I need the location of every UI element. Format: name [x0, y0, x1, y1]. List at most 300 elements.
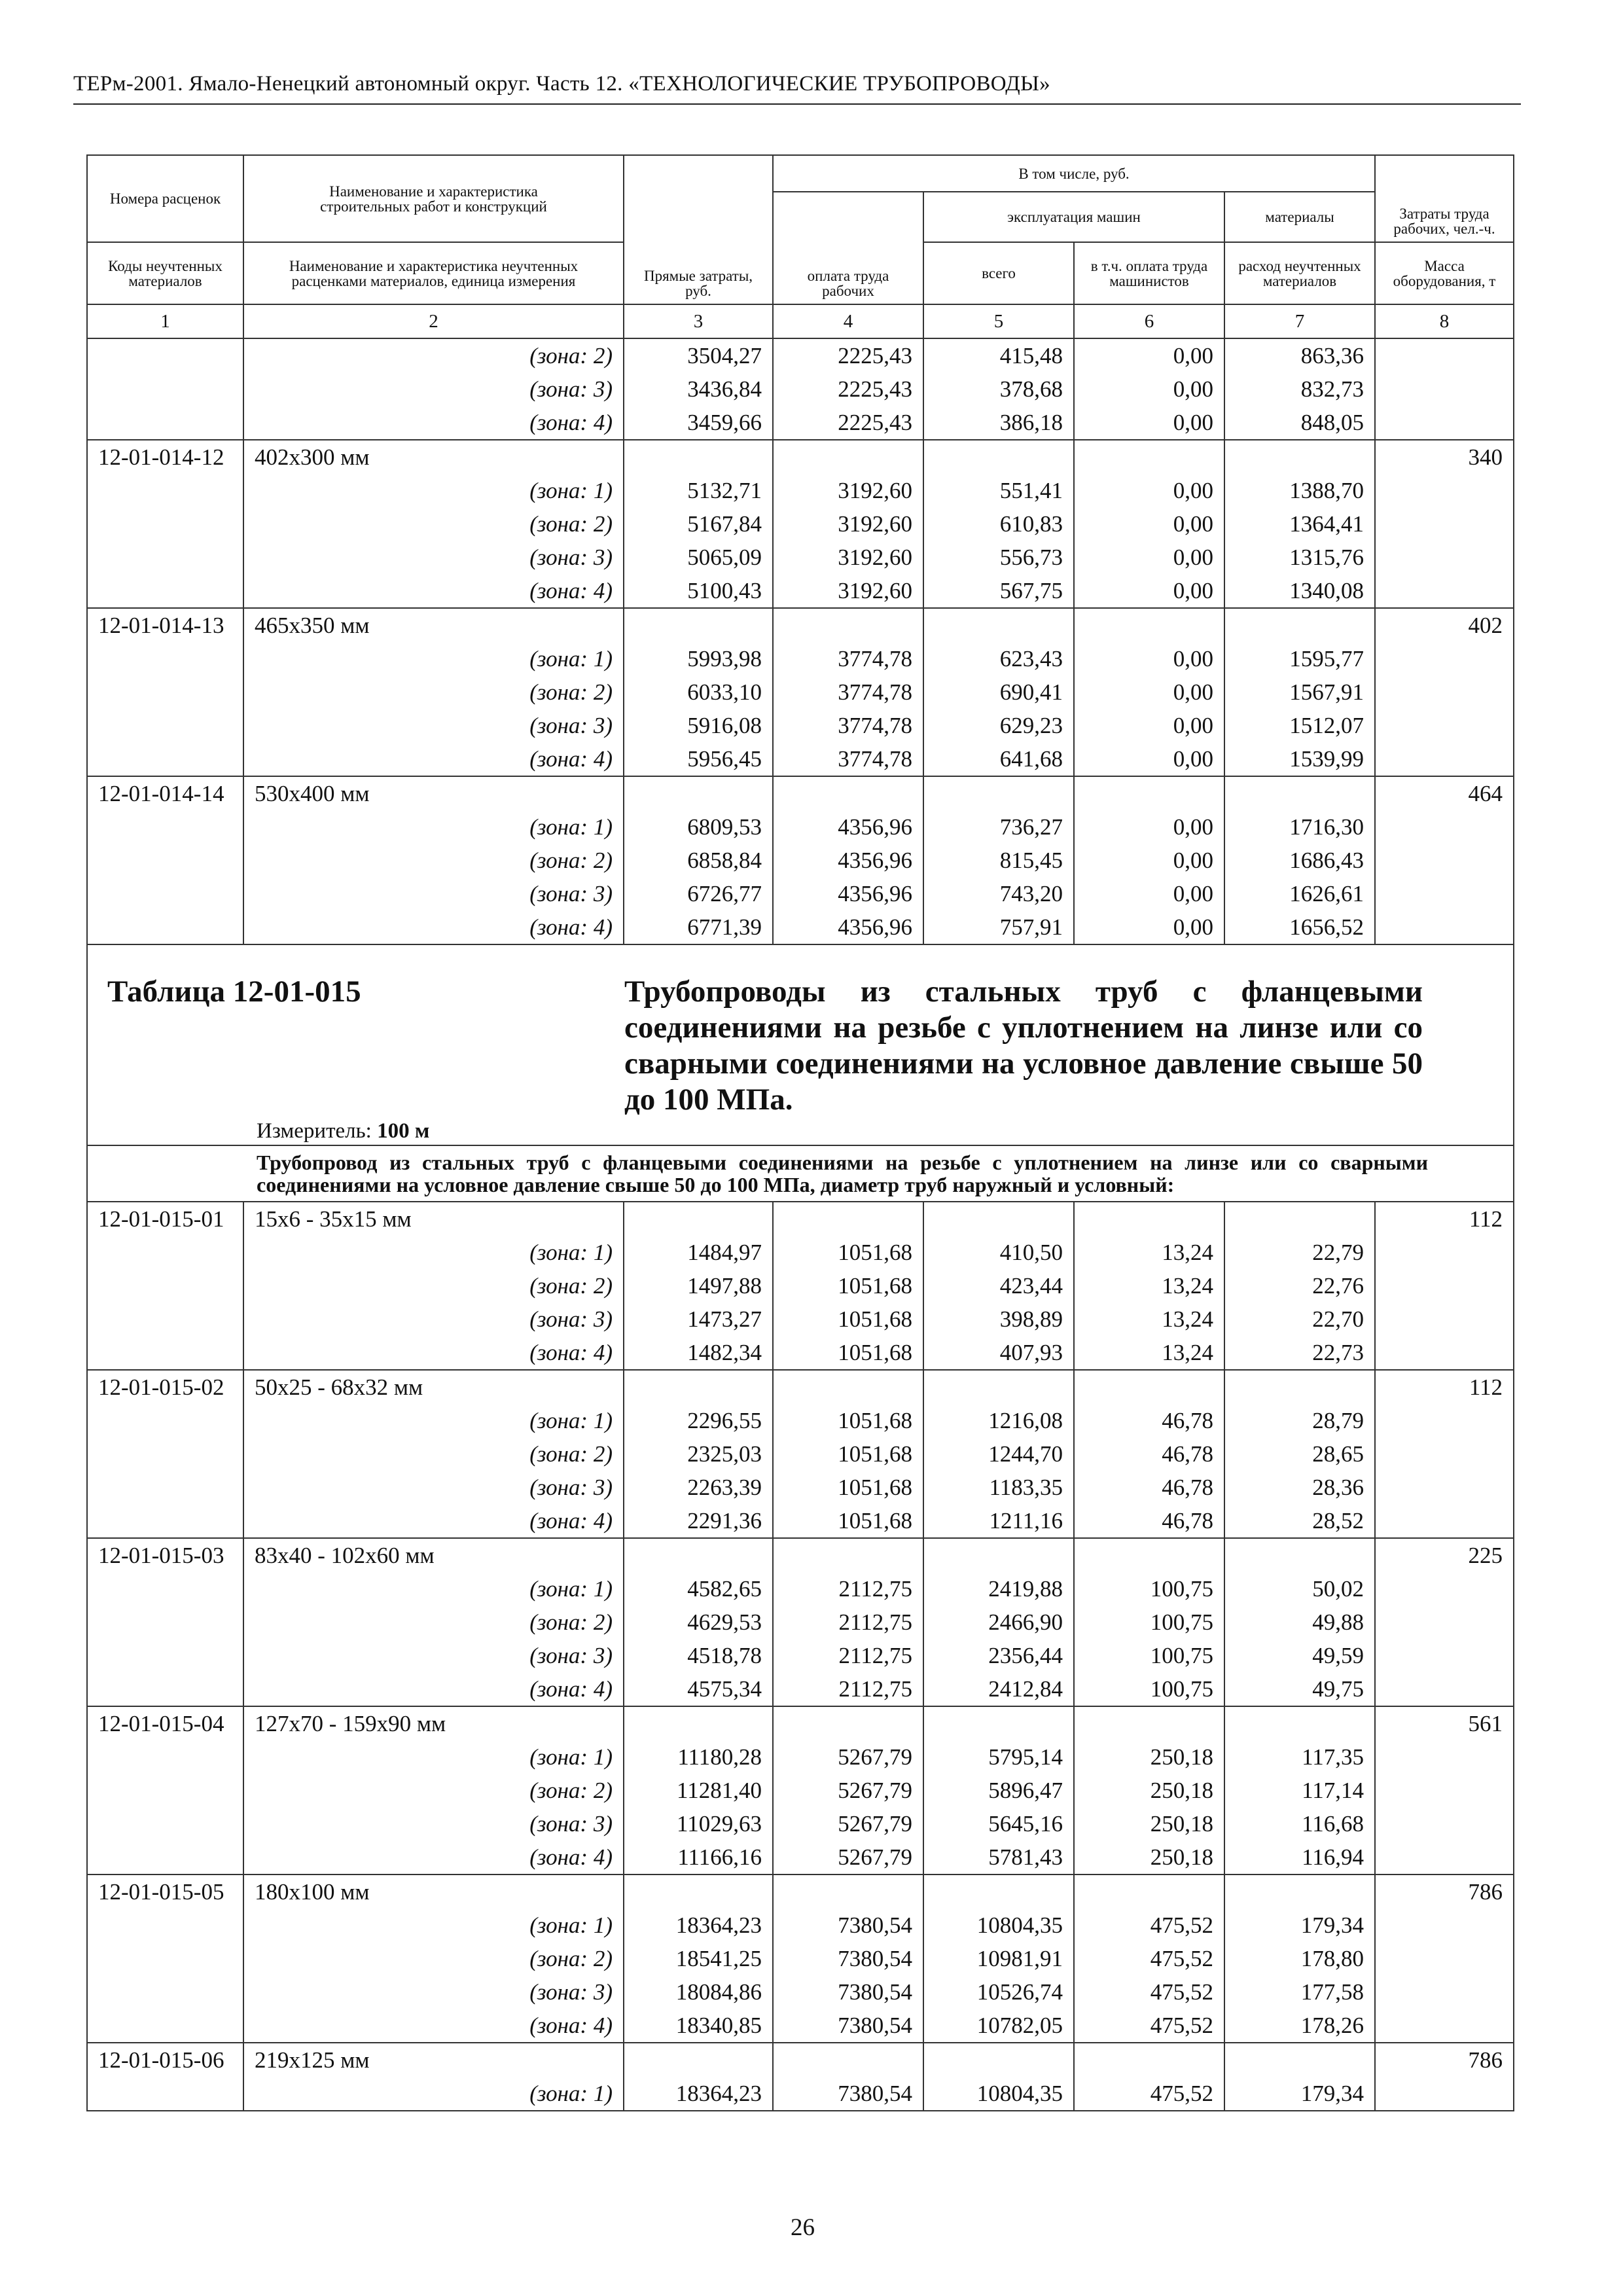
machine-cost: 10526,74 — [923, 1975, 1074, 2009]
empty-cell — [1375, 1774, 1514, 1807]
pipe-size: 83х40 - 102х60 мм — [243, 1538, 624, 1572]
rate-code: 12-01-014-12 — [87, 440, 243, 474]
price-table — [86, 154, 1514, 2111]
col8-subheader: Масса оборудования, т — [1375, 242, 1514, 304]
zone-row — [87, 1437, 1514, 1471]
empty-cell — [87, 2077, 243, 2111]
col-number: 5 — [923, 304, 1074, 338]
direct-cost: 11180,28 — [624, 1740, 773, 1774]
machinist-pay: 475,52 — [1074, 1942, 1224, 1975]
empty-cell — [87, 910, 243, 944]
empty-cell — [1375, 1807, 1514, 1840]
materials-cost: 179,34 — [1224, 1909, 1375, 1942]
pipe-size: 465х350 мм — [243, 608, 624, 642]
zone-label: (зона: 3) — [243, 1471, 624, 1504]
col-number: 6 — [1074, 304, 1224, 338]
zone-label: (зона: 1) — [243, 1236, 624, 1269]
empty-cell — [773, 608, 923, 642]
machine-cost: 5645,16 — [923, 1807, 1074, 1840]
worker-pay: 2112,75 — [773, 1672, 923, 1706]
empty-cell — [923, 776, 1074, 810]
empty-cell — [87, 1807, 243, 1840]
zone-row — [87, 507, 1514, 541]
zone-label: (зона: 2) — [243, 1774, 624, 1807]
empty-cell — [1375, 338, 1514, 372]
empty-cell — [923, 1538, 1074, 1572]
zone-label: (зона: 2) — [243, 1605, 624, 1639]
machine-cost: 610,83 — [923, 507, 1074, 541]
empty-cell — [87, 844, 243, 877]
empty-cell — [923, 1706, 1074, 1740]
machine-cost: 757,91 — [923, 910, 1074, 944]
labor-cost: 340 — [1375, 440, 1514, 474]
empty-cell — [773, 1538, 923, 1572]
materials-cost: 50,02 — [1224, 1572, 1375, 1605]
col4-header: оплата труда рабочих — [773, 192, 923, 304]
zone-row — [87, 877, 1514, 910]
empty-cell — [923, 608, 1074, 642]
empty-cell — [923, 2043, 1074, 2077]
empty-cell — [923, 1874, 1074, 1909]
including-header: В том числе, руб. — [773, 155, 1375, 192]
empty-cell — [87, 1740, 243, 1774]
machinist-pay: 0,00 — [1074, 474, 1224, 507]
empty-cell — [773, 776, 923, 810]
machinist-pay: 0,00 — [1074, 574, 1224, 608]
worker-pay: 3192,60 — [773, 474, 923, 507]
empty-cell — [773, 1874, 923, 1909]
worker-pay: 2112,75 — [773, 1605, 923, 1639]
zone-row — [87, 2009, 1514, 2043]
machines-header: эксплуатация машин — [923, 192, 1224, 242]
col-number: 7 — [1224, 304, 1375, 338]
empty-cell — [1375, 507, 1514, 541]
empty-cell — [1375, 541, 1514, 574]
empty-cell — [87, 406, 243, 440]
zone-label: (зона: 4) — [243, 910, 624, 944]
machine-cost: 378,68 — [923, 372, 1074, 406]
direct-cost: 4575,34 — [624, 1672, 773, 1706]
rate-code-row — [87, 776, 1514, 810]
machine-cost: 415,48 — [923, 338, 1074, 372]
materials-cost: 49,59 — [1224, 1639, 1375, 1672]
direct-cost: 6858,84 — [624, 844, 773, 877]
direct-cost: 5167,84 — [624, 507, 773, 541]
machine-cost: 10804,35 — [923, 2077, 1074, 2111]
rate-code: 12-01-015-06 — [87, 2043, 243, 2077]
machine-cost: 1183,35 — [923, 1471, 1074, 1504]
materials-cost: 1340,08 — [1224, 574, 1375, 608]
worker-pay: 2112,75 — [773, 1639, 923, 1672]
zone-row — [87, 1942, 1514, 1975]
machine-cost: 407,93 — [923, 1336, 1074, 1370]
materials-header: материалы — [1224, 192, 1375, 242]
machinist-pay: 475,52 — [1074, 1975, 1224, 2009]
empty-cell — [87, 1437, 243, 1471]
col-number: 4 — [773, 304, 923, 338]
machine-cost: 2356,44 — [923, 1639, 1074, 1672]
direct-cost: 18364,23 — [624, 2077, 773, 2111]
col7-header: расход неучтенных материалов — [1224, 242, 1375, 304]
empty-cell — [87, 810, 243, 844]
empty-cell — [1375, 844, 1514, 877]
machinist-pay: 13,24 — [1074, 1336, 1224, 1370]
direct-cost: 6726,77 — [624, 877, 773, 910]
zone-label: (зона: 1) — [243, 474, 624, 507]
empty-cell — [624, 1538, 773, 1572]
materials-cost: 28,52 — [1224, 1504, 1375, 1538]
direct-cost: 3436,84 — [624, 372, 773, 406]
empty-cell — [1224, 1706, 1375, 1740]
worker-pay: 7380,54 — [773, 2077, 923, 2111]
table-body-top — [87, 338, 1514, 944]
empty-cell — [87, 1840, 243, 1874]
zone-row — [87, 1404, 1514, 1437]
empty-cell — [1074, 1538, 1224, 1572]
materials-cost: 848,05 — [1224, 406, 1375, 440]
zone-label: (зона: 4) — [243, 1840, 624, 1874]
page-number: 26 — [791, 2214, 815, 2241]
machinist-pay: 46,78 — [1074, 1437, 1224, 1471]
zone-row — [87, 1605, 1514, 1639]
empty-cell — [87, 1572, 243, 1605]
direct-cost: 11029,63 — [624, 1807, 773, 1840]
empty-cell — [87, 1672, 243, 1706]
zone-row — [87, 474, 1514, 507]
table-title: Трубопроводы из стальных труб с фланцевыми соединениями на резьбе с уплотнением на линзе или со сварными соединениями на условное давление свыше 50 до 100 МПа. — [624, 975, 1423, 1117]
empty-cell — [87, 1909, 243, 1942]
machine-cost: 623,43 — [923, 642, 1074, 675]
empty-cell — [87, 474, 243, 507]
direct-cost: 5132,71 — [624, 474, 773, 507]
table-number: Таблица 12-01-015 — [107, 975, 361, 1009]
zone-label: (зона: 1) — [243, 642, 624, 675]
rate-code: 12-01-015-03 — [87, 1538, 243, 1572]
empty-cell — [1224, 608, 1375, 642]
machine-cost: 1211,16 — [923, 1504, 1074, 1538]
empty-cell — [1375, 1639, 1514, 1672]
machinist-pay: 0,00 — [1074, 844, 1224, 877]
machinist-pay: 250,18 — [1074, 1740, 1224, 1774]
pipe-size: 530х400 мм — [243, 776, 624, 810]
worker-pay: 3192,60 — [773, 574, 923, 608]
empty-cell — [773, 1202, 923, 1236]
zone-row — [87, 642, 1514, 675]
rate-code: 12-01-014-13 — [87, 608, 243, 642]
worker-pay: 1051,68 — [773, 1269, 923, 1302]
pipe-size: 180х100 мм — [243, 1874, 624, 1909]
rate-code: 12-01-015-02 — [87, 1370, 243, 1404]
machine-cost: 10981,91 — [923, 1942, 1074, 1975]
machine-cost: 410,50 — [923, 1236, 1074, 1269]
empty-cell — [1375, 1471, 1514, 1504]
col2-subheader: Наименование и характеристика неучтенных расценками материалов, единица измерения — [243, 242, 624, 304]
direct-cost: 5100,43 — [624, 574, 773, 608]
empty-cell — [1375, 1909, 1514, 1942]
zone-row — [87, 574, 1514, 608]
empty-cell — [1375, 877, 1514, 910]
direct-cost: 1482,34 — [624, 1336, 773, 1370]
col5-header: всего — [923, 242, 1074, 304]
machine-cost: 5795,14 — [923, 1740, 1074, 1774]
empty-cell — [87, 1336, 243, 1370]
worker-pay: 3192,60 — [773, 541, 923, 574]
empty-cell — [1074, 2043, 1224, 2077]
materials-cost: 1716,30 — [1224, 810, 1375, 844]
worker-pay: 2225,43 — [773, 406, 923, 440]
zone-row — [87, 406, 1514, 440]
rate-code-row — [87, 440, 1514, 474]
zone-label: (зона: 2) — [243, 675, 624, 709]
labor-cost: 225 — [1375, 1538, 1514, 1572]
materials-cost: 116,68 — [1224, 1807, 1375, 1840]
empty-cell — [1375, 1975, 1514, 2009]
machinist-pay: 0,00 — [1074, 372, 1224, 406]
zone-row — [87, 1774, 1514, 1807]
machine-cost: 2412,84 — [923, 1672, 1074, 1706]
machine-cost: 815,45 — [923, 844, 1074, 877]
direct-cost: 6771,39 — [624, 910, 773, 944]
worker-pay: 3774,78 — [773, 642, 923, 675]
direct-cost: 5956,45 — [624, 742, 773, 776]
machinist-pay: 250,18 — [1074, 1774, 1224, 1807]
zone-row — [87, 1269, 1514, 1302]
empty-cell — [87, 541, 243, 574]
machinist-pay: 475,52 — [1074, 1909, 1224, 1942]
zone-row — [87, 1740, 1514, 1774]
rate-code-row — [87, 1706, 1514, 1740]
col6-header: в т.ч. оплата труда машинистов — [1074, 242, 1224, 304]
empty-cell — [1375, 1504, 1514, 1538]
zone-row — [87, 2077, 1514, 2111]
table-header — [87, 155, 1514, 338]
worker-pay: 4356,96 — [773, 810, 923, 844]
zone-row — [87, 675, 1514, 709]
zone-row — [87, 1302, 1514, 1336]
worker-pay: 7380,54 — [773, 1909, 923, 1942]
materials-cost: 116,94 — [1224, 1840, 1375, 1874]
empty-cell — [1375, 1236, 1514, 1269]
worker-pay: 7380,54 — [773, 1942, 923, 1975]
zone-row — [87, 1975, 1514, 2009]
worker-pay: 2225,43 — [773, 372, 923, 406]
machinist-pay: 0,00 — [1074, 810, 1224, 844]
materials-cost: 1686,43 — [1224, 844, 1375, 877]
machinist-pay: 475,52 — [1074, 2077, 1224, 2111]
materials-cost: 1626,61 — [1224, 877, 1375, 910]
empty-cell — [773, 2043, 923, 2077]
empty-cell — [87, 642, 243, 675]
direct-cost: 4518,78 — [624, 1639, 773, 1672]
worker-pay: 2225,43 — [773, 338, 923, 372]
worker-pay: 4356,96 — [773, 910, 923, 944]
empty-cell — [624, 776, 773, 810]
direct-cost: 1473,27 — [624, 1302, 773, 1336]
rate-code: 12-01-015-05 — [87, 1874, 243, 1909]
measure-unit — [257, 1119, 429, 1143]
empty-cell — [624, 2043, 773, 2077]
empty-cell — [1375, 1605, 1514, 1639]
empty-cell — [87, 338, 243, 372]
rate-code-row — [87, 1370, 1514, 1404]
empty-cell — [87, 574, 243, 608]
empty-cell — [1375, 810, 1514, 844]
materials-cost: 22,76 — [1224, 1269, 1375, 1302]
worker-pay: 7380,54 — [773, 1975, 923, 2009]
machinist-pay: 250,18 — [1074, 1807, 1224, 1840]
empty-cell — [1375, 1437, 1514, 1471]
table-title-block — [87, 944, 1514, 1202]
direct-cost: 2325,03 — [624, 1437, 773, 1471]
zone-label: (зона: 4) — [243, 1672, 624, 1706]
direct-cost: 18364,23 — [624, 1909, 773, 1942]
direct-cost: 3504,27 — [624, 338, 773, 372]
materials-cost: 179,34 — [1224, 2077, 1375, 2111]
empty-cell — [624, 1874, 773, 1909]
materials-cost: 22,79 — [1224, 1236, 1375, 1269]
direct-cost: 2291,36 — [624, 1504, 773, 1538]
empty-cell — [1224, 1874, 1375, 1909]
zone-row — [87, 1909, 1514, 1942]
worker-pay: 5267,79 — [773, 1840, 923, 1874]
zone-label: (зона: 4) — [243, 742, 624, 776]
materials-cost: 28,65 — [1224, 1437, 1375, 1471]
empty-cell — [1375, 709, 1514, 742]
header-rule — [73, 103, 1521, 105]
empty-cell — [923, 440, 1074, 474]
machinist-pay: 100,75 — [1074, 1572, 1224, 1605]
direct-cost: 2296,55 — [624, 1404, 773, 1437]
zone-label: (зона: 1) — [243, 1404, 624, 1437]
machinist-pay: 0,00 — [1074, 675, 1224, 709]
machine-cost: 5781,43 — [923, 1840, 1074, 1874]
pipe-size: 219х125 мм — [243, 2043, 624, 2077]
zone-label: (зона: 2) — [243, 338, 624, 372]
empty-cell — [87, 1942, 243, 1975]
direct-cost: 18541,25 — [624, 1942, 773, 1975]
zone-label: (зона: 4) — [243, 406, 624, 440]
col1-header: Номера расценок — [87, 155, 243, 242]
direct-cost: 5916,08 — [624, 709, 773, 742]
machine-cost: 641,68 — [923, 742, 1074, 776]
machine-cost: 743,20 — [923, 877, 1074, 910]
machinist-pay: 46,78 — [1074, 1504, 1224, 1538]
empty-cell — [1074, 776, 1224, 810]
empty-cell — [1375, 372, 1514, 406]
zone-label: (зона: 4) — [243, 2009, 624, 2043]
worker-pay: 5267,79 — [773, 1807, 923, 1840]
worker-pay: 2112,75 — [773, 1572, 923, 1605]
materials-cost: 1656,52 — [1224, 910, 1375, 944]
empty-cell — [1375, 1672, 1514, 1706]
direct-cost: 4629,53 — [624, 1605, 773, 1639]
empty-cell — [773, 1370, 923, 1404]
worker-pay: 1051,68 — [773, 1404, 923, 1437]
materials-cost: 1315,76 — [1224, 541, 1375, 574]
zone-label: (зона: 1) — [243, 1572, 624, 1605]
materials-cost: 49,75 — [1224, 1672, 1375, 1706]
empty-cell — [923, 1370, 1074, 1404]
machine-cost: 1216,08 — [923, 1404, 1074, 1437]
labor-cost: 464 — [1375, 776, 1514, 810]
worker-pay: 5267,79 — [773, 1740, 923, 1774]
zone-label: (зона: 3) — [243, 1639, 624, 1672]
machinist-pay: 100,75 — [1074, 1672, 1224, 1706]
empty-cell — [1375, 910, 1514, 944]
empty-cell — [1375, 2077, 1514, 2111]
machine-cost: 556,73 — [923, 541, 1074, 574]
empty-cell — [87, 675, 243, 709]
empty-cell — [1375, 642, 1514, 675]
empty-cell — [1224, 440, 1375, 474]
col-number: 8 — [1375, 304, 1514, 338]
zone-row — [87, 1639, 1514, 1672]
zone-label: (зона: 1) — [243, 1909, 624, 1942]
zone-label: (зона: 2) — [243, 844, 624, 877]
worker-pay: 3774,78 — [773, 675, 923, 709]
worker-pay: 1051,68 — [773, 1302, 923, 1336]
empty-cell — [87, 1404, 243, 1437]
labor-cost: 786 — [1375, 1874, 1514, 1909]
zone-row — [87, 742, 1514, 776]
col8-header: Затраты труда рабочих, чел.-ч. — [1375, 155, 1514, 242]
materials-cost: 117,14 — [1224, 1774, 1375, 1807]
pipe-size: 127х70 - 159х90 мм — [243, 1706, 624, 1740]
zone-label: (зона: 3) — [243, 877, 624, 910]
direct-cost: 5993,98 — [624, 642, 773, 675]
empty-cell — [87, 1504, 243, 1538]
empty-cell — [87, 1269, 243, 1302]
zone-row — [87, 910, 1514, 944]
empty-cell — [923, 1202, 1074, 1236]
machine-cost: 1244,70 — [923, 1437, 1074, 1471]
machinist-pay: 46,78 — [1074, 1404, 1224, 1437]
empty-cell — [1224, 1202, 1375, 1236]
empty-cell — [1375, 2009, 1514, 2043]
machinist-pay: 0,00 — [1074, 541, 1224, 574]
worker-pay: 1051,68 — [773, 1471, 923, 1504]
empty-cell — [1375, 1572, 1514, 1605]
empty-cell — [1224, 776, 1375, 810]
empty-cell — [87, 709, 243, 742]
worker-pay: 1051,68 — [773, 1336, 923, 1370]
materials-cost: 1388,70 — [1224, 474, 1375, 507]
direct-cost: 11166,16 — [624, 1840, 773, 1874]
machine-cost: 567,75 — [923, 574, 1074, 608]
empty-cell — [1224, 1538, 1375, 1572]
empty-cell — [1375, 1269, 1514, 1302]
rate-code-row — [87, 1538, 1514, 1572]
direct-cost: 2263,39 — [624, 1471, 773, 1504]
machinist-pay: 0,00 — [1074, 642, 1224, 675]
price-table-sheet — [86, 154, 1513, 2111]
zone-row — [87, 541, 1514, 574]
rate-code-row — [87, 1874, 1514, 1909]
zone-row — [87, 709, 1514, 742]
machine-cost: 423,44 — [923, 1269, 1074, 1302]
machinist-pay: 250,18 — [1074, 1840, 1224, 1874]
empty-cell — [1074, 440, 1224, 474]
materials-cost: 28,79 — [1224, 1404, 1375, 1437]
empty-cell — [1375, 574, 1514, 608]
direct-cost: 18084,86 — [624, 1975, 773, 2009]
machine-cost: 551,41 — [923, 474, 1074, 507]
pipe-size: 402х300 мм — [243, 440, 624, 474]
empty-cell — [1375, 1404, 1514, 1437]
worker-pay: 1051,68 — [773, 1236, 923, 1269]
empty-cell — [87, 1639, 243, 1672]
empty-cell — [624, 608, 773, 642]
